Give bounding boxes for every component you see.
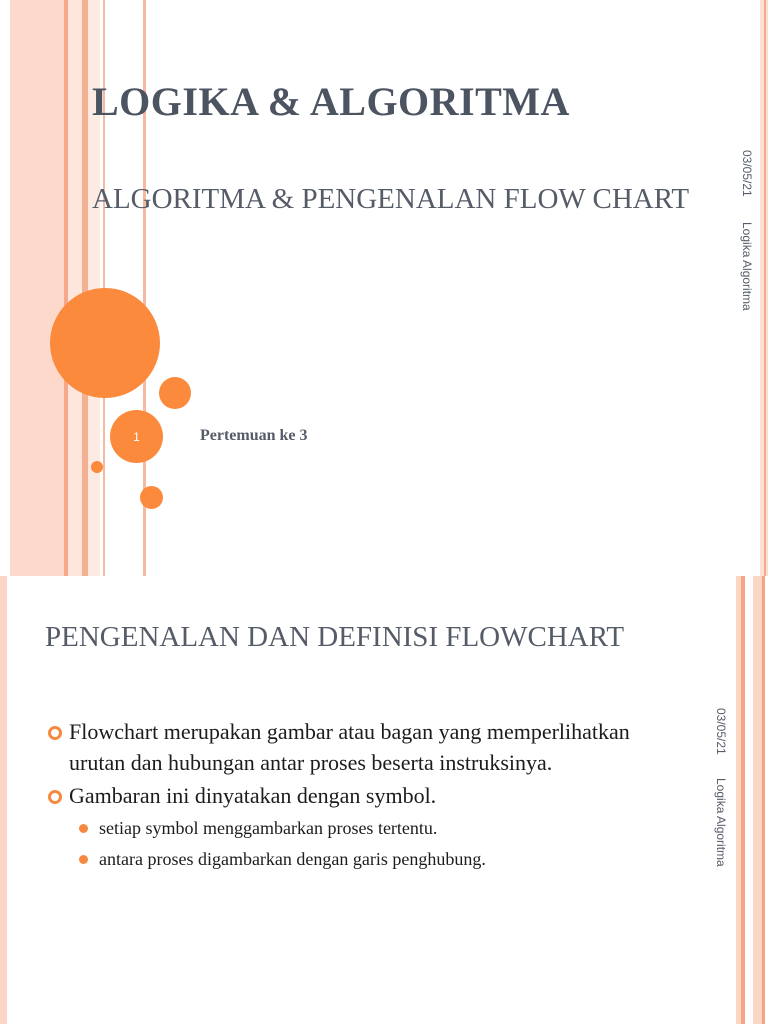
slide-footer-label: Logika Algoritma [740,222,754,311]
slide-number-badge [110,410,163,463]
session-label: Pertemuan ke 3 [200,427,308,444]
decor-circle-large [50,288,160,398]
slide-date: 03/05/21 [740,150,754,197]
decor-stripe [745,576,753,1024]
slide-heading: PENGENALAN DAN DEFINISI FLOWCHART [45,621,625,653]
slide-title-heading: LOGIKA & ALGORITMA [92,79,570,124]
decor-circle-small [140,486,163,509]
decor-stripe [10,0,64,576]
slide-date: 03/05/21 [714,708,728,755]
bullet-ring-icon [48,726,62,740]
decor-stripe [0,0,10,576]
bullet-ring-icon [48,790,62,804]
decor-stripe [753,576,762,1024]
bullet-list [48,716,648,875]
bullet-text: Gambaran ini dinyatakan dengan symbol. [69,783,437,808]
slide-footer-label: Logika Algoritma [714,778,728,867]
bullet-text: Flowchart merupakan gambar atau bagan yang memperlihatkan urutan dan hubungan antar proses beserta instruksinya. [69,719,630,775]
bullet-item [48,716,648,778]
sub-bullet-item [48,813,648,844]
sub-bullet-item [48,844,648,875]
bullet-item [48,780,648,811]
bullet-dot-icon [79,824,88,833]
decor-stripe [764,0,766,576]
decor-stripe [68,0,82,576]
decor-circle-tiny [91,461,103,473]
slide-number: 1 [133,429,140,444]
slide-content [0,576,768,1024]
decor-circle-medium [159,377,191,409]
slide-subtitle: ALGORITMA & PENGENALAN FLOW CHART [92,183,690,215]
sub-bullet-text: antara proses digambarkan dengan garis penghubung. [99,849,486,869]
bullet-dot-icon [79,855,88,864]
sub-bullet-text: setiap symbol menggambarkan proses tertentu. [99,818,438,838]
decor-stripe [0,576,7,1024]
